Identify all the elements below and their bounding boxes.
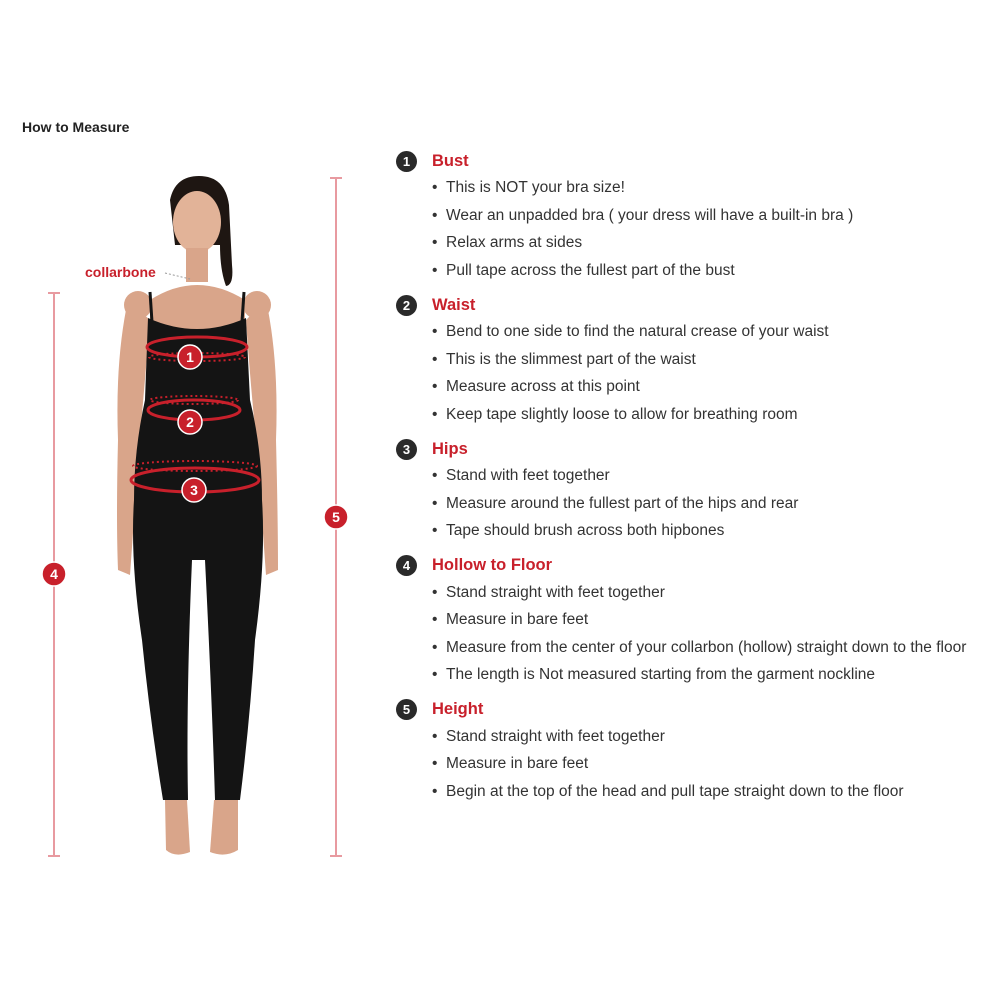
collarbone-label: collarbone bbox=[85, 264, 156, 280]
svg-text:3: 3 bbox=[190, 482, 198, 498]
list-item: • Measure from the center of your collarbon (hollow) straight down to the floor bbox=[394, 636, 990, 661]
hollow-to-floor-marker bbox=[42, 562, 66, 586]
list-item: • This is the slimmest part of the waist bbox=[394, 348, 990, 373]
list-item: • Tape should brush across both hipbones bbox=[394, 519, 990, 544]
page-title: How to Measure bbox=[22, 119, 130, 135]
list-item: • Keep tape slightly loose to allow for breathing room bbox=[394, 403, 990, 428]
section-title: Hollow to Floor bbox=[432, 556, 553, 574]
section-number: 1 bbox=[396, 151, 417, 172]
instruction-list bbox=[394, 464, 990, 544]
section-waist bbox=[394, 292, 990, 427]
list-item: • Measure in bare feet bbox=[394, 752, 990, 777]
instruction-list bbox=[394, 176, 990, 283]
list-item: • Stand with feet together bbox=[394, 464, 990, 489]
list-item: • Measure around the fullest part of the hips and rear bbox=[394, 492, 990, 517]
section-title: Waist bbox=[432, 295, 476, 314]
section-number: 2 bbox=[396, 295, 417, 316]
list-item: • Bend to one side to find the natural crease of your waist bbox=[394, 320, 990, 345]
section-header bbox=[394, 553, 990, 579]
list-item: • Measure across at this point bbox=[394, 375, 990, 400]
bust-marker bbox=[178, 345, 202, 369]
section-header bbox=[394, 436, 990, 462]
section-number: 5 bbox=[396, 699, 417, 720]
section-number: 3 bbox=[396, 439, 417, 460]
height-marker bbox=[324, 505, 348, 529]
section-bust bbox=[394, 148, 990, 283]
section-hips bbox=[394, 436, 990, 544]
list-item: • The length is Not measured starting from the garment nockline bbox=[394, 663, 990, 688]
list-item: • Stand straight with feet together bbox=[394, 725, 990, 750]
svg-text:1: 1 bbox=[186, 349, 194, 365]
list-item: • Begin at the top of the head and pull tape straight down to the floor bbox=[394, 780, 990, 805]
list-item: • Measure in bare feet bbox=[394, 608, 990, 633]
section-title: Bust bbox=[432, 151, 469, 170]
list-item: • Wear an unpadded bra ( your dress will have a built-in bra ) bbox=[394, 204, 990, 229]
instruction-list bbox=[394, 725, 990, 805]
svg-text:2: 2 bbox=[186, 414, 194, 430]
instructions bbox=[394, 148, 990, 813]
svg-text:4: 4 bbox=[50, 566, 58, 582]
list-item: • Pull tape across the fullest part of the bust bbox=[394, 259, 990, 284]
section-header bbox=[394, 292, 990, 318]
list-item: • Relax arms at sides bbox=[394, 231, 990, 256]
list-item: • Stand straight with feet together bbox=[394, 581, 990, 606]
hips-marker bbox=[182, 478, 206, 502]
section-number: 4 bbox=[396, 555, 417, 576]
body-illustration bbox=[0, 0, 380, 1000]
section-title: Height bbox=[432, 700, 484, 718]
list-item: • This is NOT your bra size! bbox=[394, 176, 990, 201]
section-header bbox=[394, 697, 990, 723]
waist-marker bbox=[178, 410, 202, 434]
section-hollow-to-floor bbox=[394, 553, 990, 688]
section-header bbox=[394, 148, 990, 174]
section-height bbox=[394, 697, 990, 805]
instruction-list bbox=[394, 320, 990, 427]
section-title: Hips bbox=[432, 439, 468, 458]
body-figure bbox=[0, 0, 380, 1000]
instruction-list bbox=[394, 581, 990, 688]
svg-text:5: 5 bbox=[332, 509, 340, 525]
